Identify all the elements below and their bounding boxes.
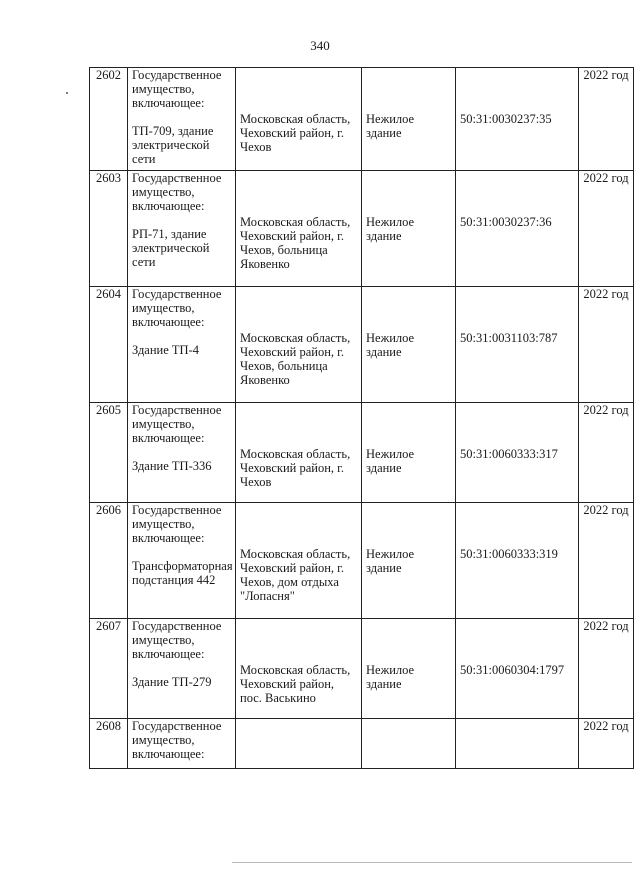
object-name-cell — [128, 171, 236, 287]
cadastral-number-cell: 50:31:0060333:319 — [456, 503, 579, 619]
year-cell: 2022 год — [579, 403, 634, 503]
address-cell: Московская область, Чеховский район, г. Чехов, дом отдыха "Лопасня" — [236, 503, 362, 619]
table-row — [90, 68, 634, 171]
row-number: 2606 — [90, 503, 128, 619]
object-type-cell: Нежилое здание — [362, 287, 456, 403]
object-name: ТП-709, здание электрической сети — [132, 124, 214, 166]
year-cell: 2022 год — [579, 719, 634, 769]
table-row — [90, 403, 634, 503]
object-name-cell — [128, 719, 236, 769]
object-name: РП-71, здание электрической сети — [132, 227, 210, 269]
table-row — [90, 719, 634, 769]
row-header: Государственное имущество, включающее: — [132, 503, 222, 545]
row-number: 2602 — [90, 68, 128, 171]
cadastral-number-cell: 50:31:0030237:35 — [456, 68, 579, 171]
table-row — [90, 171, 634, 287]
object-type-cell: Нежилое здание — [362, 68, 456, 171]
address-cell: Московская область, Чеховский район, г. Чехов — [236, 403, 362, 503]
property-registry-table — [89, 67, 634, 769]
object-name: Здание ТП-336 — [132, 459, 212, 473]
row-number: 2603 — [90, 171, 128, 287]
cadastral-number-cell: 50:31:0060304:1797 — [456, 619, 579, 719]
table-row — [90, 619, 634, 719]
object-name-cell — [128, 68, 236, 171]
row-number: 2608 — [90, 719, 128, 769]
row-header: Государственное имущество, включающее: — [132, 68, 222, 110]
object-name-cell — [128, 403, 236, 503]
cadastral-number-cell: 50:31:0060333:317 — [456, 403, 579, 503]
table-row — [90, 503, 634, 619]
row-header: Государственное имущество, включающее: — [132, 719, 222, 761]
address-cell — [236, 719, 362, 769]
cadastral-number-cell — [456, 719, 579, 769]
stray-mark — [66, 92, 68, 94]
cadastral-number-cell: 50:31:0030237:36 — [456, 171, 579, 287]
address-cell: Московская область, Чеховский район, г. Чехов — [236, 68, 362, 171]
object-name-cell — [128, 503, 236, 619]
year-cell: 2022 год — [579, 68, 634, 171]
row-header: Государственное имущество, включающее: — [132, 171, 222, 213]
year-cell: 2022 год — [579, 171, 634, 287]
page-number: 340 — [310, 38, 330, 53]
object-name-cell — [128, 619, 236, 719]
row-header: Государственное имущество, включающее: — [132, 619, 222, 661]
object-name-cell — [128, 287, 236, 403]
row-number: 2604 — [90, 287, 128, 403]
object-type-cell: Нежилое здание — [362, 171, 456, 287]
year-cell: 2022 год — [579, 287, 634, 403]
object-name: Здание ТП-4 — [132, 343, 199, 357]
object-type-cell — [362, 719, 456, 769]
object-type-cell: Нежилое здание — [362, 619, 456, 719]
address-cell: Московская область, Чеховский район, пос. Васькино — [236, 619, 362, 719]
address-cell: Московская область, Чеховский район, г. Чехов, больница Яковенко — [236, 171, 362, 287]
year-cell: 2022 год — [579, 619, 634, 719]
address-cell: Московская область, Чеховский район, г. Чехов, больница Яковенко — [236, 287, 362, 403]
cadastral-number-cell: 50:31:0031103:787 — [456, 287, 579, 403]
row-header: Государственное имущество, включающее: — [132, 403, 222, 445]
object-type-cell: Нежилое здание — [362, 503, 456, 619]
object-name: Трансформаторная подстанция 442 — [132, 559, 233, 587]
object-type-cell: Нежилое здание — [362, 403, 456, 503]
bottom-rule — [232, 862, 632, 863]
year-cell: 2022 год — [579, 503, 634, 619]
row-number: 2607 — [90, 619, 128, 719]
row-number: 2605 — [90, 403, 128, 503]
row-header: Государственное имущество, включающее: — [132, 287, 222, 329]
object-name: Здание ТП-279 — [132, 675, 212, 689]
table-row — [90, 287, 634, 403]
